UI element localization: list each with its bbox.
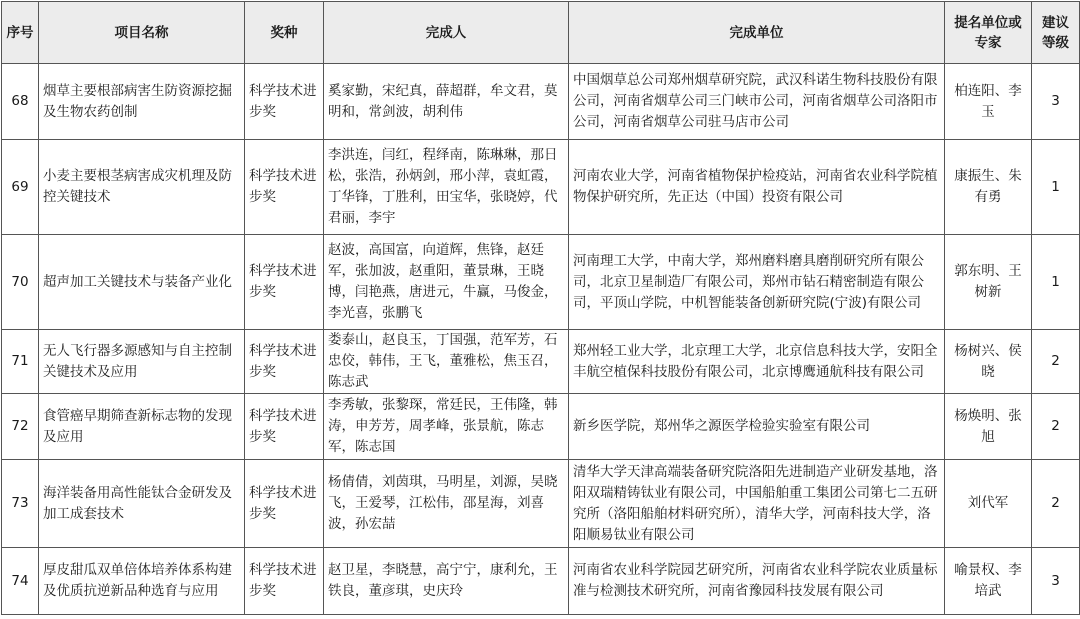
- header-no: 序号: [2, 2, 39, 64]
- header-row: [2, 2, 1080, 64]
- row-completers: 李秀敏，张黎琛，常廷民，王伟隆，韩涛，申芳芳，周孝峰，张景航，陈志军，陈志国: [324, 394, 569, 460]
- row-nominator: 刘代军: [945, 460, 1032, 548]
- row-level: 2: [1032, 460, 1080, 548]
- row-nominator: 杨焕明、张旭: [945, 394, 1032, 460]
- row-no: 70: [2, 235, 39, 330]
- header-units: 完成单位: [569, 2, 945, 64]
- header-level: 建议等级: [1032, 2, 1080, 64]
- row-level: 3: [1032, 64, 1080, 140]
- row-award-type: 科学技术进步奖: [245, 64, 324, 140]
- row-no: 71: [2, 330, 39, 394]
- row-units: 郑州轻工业大学，北京理工大学，北京信息科技大学，安阳全丰航空植保科技股份有限公司，北京博鹰通航科技有限公司: [569, 330, 945, 394]
- row-no: 68: [2, 64, 39, 140]
- table-row: [2, 460, 1080, 548]
- row-award-type: 科学技术进步奖: [245, 330, 324, 394]
- header-project-name: 项目名称: [39, 2, 245, 64]
- row-project-name: 无人飞行器多源感知与自主控制关键技术及应用: [39, 330, 245, 394]
- row-project-name: 小麦主要根茎病害成灾机理及防控关键技术: [39, 140, 245, 235]
- row-no: 74: [2, 548, 39, 615]
- row-award-type: 科学技术进步奖: [245, 140, 324, 235]
- header-nominator: 提名单位或专家: [945, 2, 1032, 64]
- row-level: 3: [1032, 548, 1080, 615]
- row-project-name: 超声加工关键技术与装备产业化: [39, 235, 245, 330]
- row-project-name: 烟草主要根部病害生防资源挖掘及生物农药创制: [39, 64, 245, 140]
- row-nominator: 喻景权、李培武: [945, 548, 1032, 615]
- header-award-type: 奖种: [245, 2, 324, 64]
- row-level: 1: [1032, 140, 1080, 235]
- row-units: 中国烟草总公司郑州烟草研究院，武汉科诺生物科技股份有限公司，河南省烟草公司三门峡市公司，河南省烟草公司洛阳市公司，河南省烟草公司驻马店市公司: [569, 64, 945, 140]
- row-nominator: 杨树兴、侯晓: [945, 330, 1032, 394]
- table-row: [2, 235, 1080, 330]
- row-units: 清华大学天津高端装备研究院洛阳先进制造产业研发基地，洛阳双瑞精铸钛业有限公司，中国船舶重工集团公司第七二五研究所（洛阳船舶材料研究所），清华大学，河南科技大学，洛阳顺易钛业有限公司: [569, 460, 945, 548]
- row-level: 2: [1032, 394, 1080, 460]
- table-row: [2, 140, 1080, 235]
- row-units: 河南农业大学，河南省植物保护检疫站，河南省农业科学院植物保护研究所，先正达（中国）投资有限公司: [569, 140, 945, 235]
- row-no: 69: [2, 140, 39, 235]
- row-nominator: 康振生、朱有勇: [945, 140, 1032, 235]
- row-award-type: 科学技术进步奖: [245, 460, 324, 548]
- row-completers: 赵波，高国富，向道辉，焦锋，赵廷军，张加波，赵重阳，董景琳，王晓博，闫艳燕，唐进元，牛赢，马俊金，李光喜，张鹏飞: [324, 235, 569, 330]
- row-completers: 李洪连，闫红，程绎南，陈琳琳，那日松，张浩，孙炳剑，邢小萍，袁虹霞，丁华锋，丁胜利，田宝华，张晓婷，代君丽，李宇: [324, 140, 569, 235]
- row-units: 河南理工大学，中南大学，郑州磨料磨具磨削研究所有限公司，北京卫星制造厂有限公司，郑州市钻石精密制造有限公司，平顶山学院，中机智能装备创新研究院(宁波)有限公司: [569, 235, 945, 330]
- row-award-type: 科学技术进步奖: [245, 394, 324, 460]
- row-completers: 奚家勤，宋纪真，薛超群，牟文君，莫明和，常剑波，胡利伟: [324, 64, 569, 140]
- award-table: [1, 1, 1080, 615]
- table-row: [2, 548, 1080, 615]
- row-no: 73: [2, 460, 39, 548]
- row-award-type: 科学技术进步奖: [245, 548, 324, 615]
- row-completers: 杨倩倩，刘茵琪，马明星，刘源，吴晓飞，王爱琴，江松伟，邵星海，刘喜波，孙宏喆: [324, 460, 569, 548]
- row-nominator: 郭东明、王树新: [945, 235, 1032, 330]
- row-completers: 娄泰山，赵良玉，丁国强，范军芳，石忠佼，韩伟，王飞，董雅松，焦玉召，陈志武: [324, 330, 569, 394]
- table-row: [2, 394, 1080, 460]
- row-level: 1: [1032, 235, 1080, 330]
- row-units: 新乡医学院，郑州华之源医学检验实验室有限公司: [569, 394, 945, 460]
- row-units: 河南省农业科学院园艺研究所，河南省农业科学院农业质量标准与检测技术研究所，河南省豫园科技发展有限公司: [569, 548, 945, 615]
- header-completers: 完成人: [324, 2, 569, 64]
- row-level: 2: [1032, 330, 1080, 394]
- row-completers: 赵卫星，李晓慧，高宁宁，康利允，王铁良，董彦琪，史庆玲: [324, 548, 569, 615]
- row-project-name: 海洋装备用高性能钛合金研发及加工成套技术: [39, 460, 245, 548]
- row-no: 72: [2, 394, 39, 460]
- row-project-name: 厚皮甜瓜双单倍体培养体系构建及优质抗逆新品种选育与应用: [39, 548, 245, 615]
- row-project-name: 食管癌早期筛查新标志物的发现及应用: [39, 394, 245, 460]
- row-nominator: 柏连阳、李玉: [945, 64, 1032, 140]
- table-row: [2, 330, 1080, 394]
- table-row: [2, 64, 1080, 140]
- row-award-type: 科学技术进步奖: [245, 235, 324, 330]
